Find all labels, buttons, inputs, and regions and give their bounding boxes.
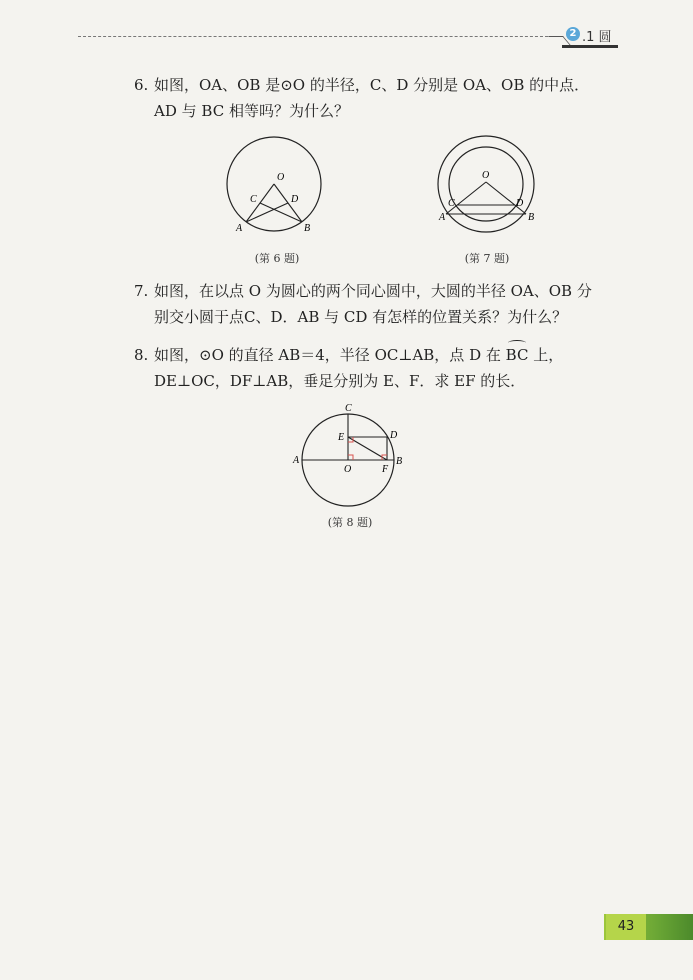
problem-8	[134, 342, 634, 394]
figure-8-caption: (第 8 题)	[327, 516, 373, 529]
problem-text: 别交小圆于点C、D．AB 与 CD 有怎样的位置关系？为什么？	[154, 308, 568, 326]
problem-text: DE⊥OC，DF⊥AB，垂足分别为 E、F．求 EF 的长．	[154, 372, 526, 390]
header-dashed-rule	[78, 36, 548, 37]
header-underline	[562, 45, 618, 48]
figure-6	[222, 136, 332, 236]
label-B: B	[528, 212, 535, 223]
label-A: A	[293, 455, 300, 466]
figure-7	[434, 134, 544, 234]
label-B: B	[304, 223, 311, 234]
figure-7-caption: (第 7 题)	[464, 252, 510, 265]
label-C: C	[448, 198, 455, 209]
figure-6-caption: (第 6 题)	[254, 252, 300, 265]
problem-text: AD 与 BC 相等吗？为什么？	[154, 102, 349, 120]
label-A: A	[236, 223, 243, 234]
problem-number: 7.	[134, 282, 149, 300]
figure-8	[288, 398, 408, 514]
label-O: O	[344, 464, 352, 475]
problem-text: 如图，⊙O 的直径 AB＝4，半径 OC⊥AB，点 D 在	[154, 346, 506, 364]
label-F: F	[382, 464, 389, 475]
problem-6	[134, 72, 634, 124]
arc-bc-label: BC	[506, 342, 529, 368]
label-E: E	[338, 432, 345, 443]
problem-text: 上，	[528, 346, 564, 364]
label-O: O	[482, 170, 490, 181]
problem-text: 如图，在以点 O 为圆心的两个同心圆中，大圆的半径 OA、OB 分	[154, 282, 592, 300]
label-C: C	[250, 194, 257, 205]
problem-text: 如图，OA、OB 是⊙O 的半径，C、D 分别是 OA、OB 的中点．	[154, 76, 590, 94]
label-D: D	[516, 198, 524, 209]
problem-number: 8.	[134, 346, 149, 364]
label-B: B	[396, 456, 403, 467]
label-D: D	[291, 194, 299, 205]
section-title: .1 圆	[582, 30, 612, 45]
label-D: D	[390, 430, 398, 441]
label-C: C	[345, 403, 352, 414]
problem-7	[134, 278, 634, 330]
label-O: O	[277, 172, 285, 183]
page-number: 43	[606, 914, 646, 940]
chapter-badge: 2	[566, 27, 580, 41]
label-A: A	[439, 212, 446, 223]
problem-number: 6.	[134, 76, 149, 94]
